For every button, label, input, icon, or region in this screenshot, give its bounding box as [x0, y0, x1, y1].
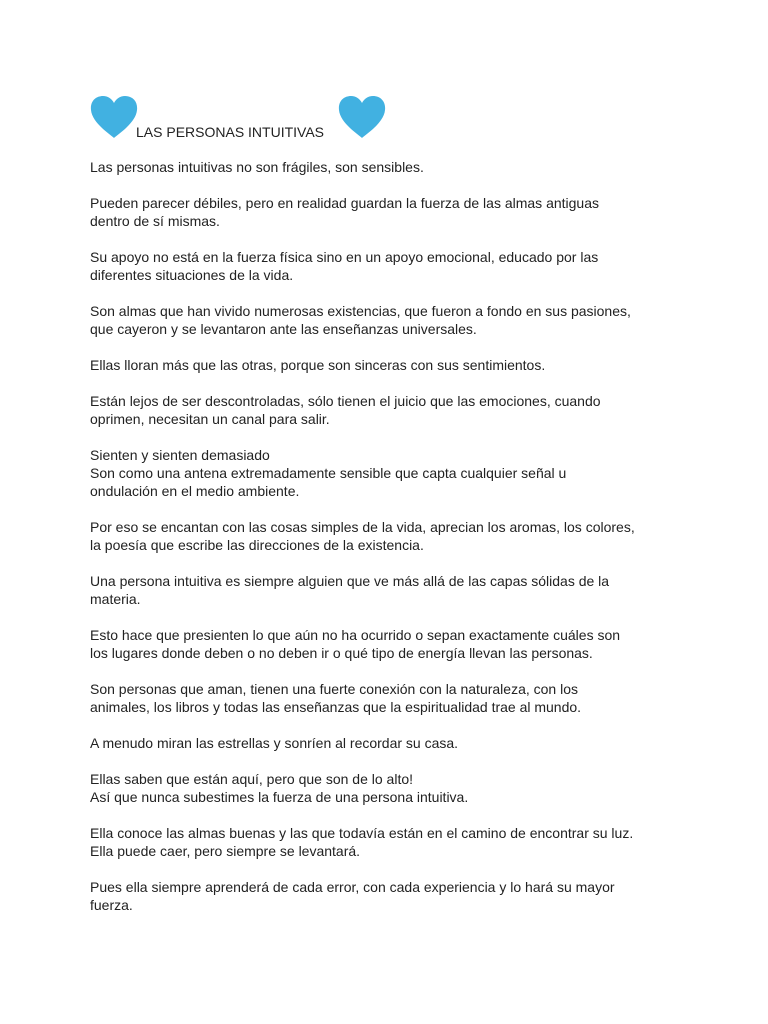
paragraph	[90, 158, 690, 176]
paragraph-line: Pues ella siempre aprenderá de cada error, con cada experiencia y lo hará su mayor	[90, 879, 615, 895]
paragraph-line: Son como una antena extremadamente sensible que capta cualquier señal u	[90, 465, 567, 481]
paragraph-line: Ella conoce las almas buenas y las que todavía están en el camino de encontrar su luz.	[90, 825, 634, 841]
paragraph-line: Pueden parecer débiles, pero en realidad guardan la fuerza de las almas antiguas	[90, 195, 600, 211]
title-row	[90, 95, 690, 140]
paragraph-line: fuerza.	[90, 897, 133, 913]
paragraph-line: Son almas que han vivido numerosas existencias, que fueron a fondo en sus pasiones,	[90, 303, 631, 319]
paragraph-line: materia.	[90, 591, 141, 607]
heart-icon	[90, 95, 138, 139]
body-text	[90, 158, 690, 914]
paragraph	[90, 878, 690, 914]
paragraph-line: Sienten y sienten demasiado	[90, 447, 270, 463]
paragraph-line: Ellas lloran más que las otras, porque son sinceras con sus sentimientos.	[90, 357, 546, 373]
paragraph	[90, 770, 690, 806]
paragraph	[90, 446, 690, 500]
paragraph-line: Esto hace que presienten lo que aún no ha ocurrido o sepan exactamente cuáles son	[90, 627, 621, 643]
heart-icon	[338, 95, 386, 139]
paragraph-line: Las personas intuitivas no son frágiles, son sensibles.	[90, 159, 424, 175]
paragraph-line: diferentes situaciones de la vida.	[90, 267, 294, 283]
page-title: LAS PERSONAS INTUITIVAS	[136, 124, 325, 140]
paragraph-line: Una persona intuitiva es siempre alguien que ve más allá de las capas sólidas de la	[90, 573, 610, 589]
paragraph	[90, 824, 690, 860]
paragraph-line: que cayeron y se levantaron ante las enseñanzas universales.	[90, 321, 477, 337]
paragraph-line: Ella puede caer, pero siempre se levantará.	[90, 843, 361, 859]
paragraph-line: Ellas saben que están aquí, pero que son de lo alto!	[90, 771, 414, 787]
paragraph	[90, 626, 690, 662]
paragraph-line: Son personas que aman, tienen una fuerte conexión con la naturaleza, con los	[90, 681, 578, 697]
paragraph-line: dentro de sí mismas.	[90, 213, 220, 229]
paragraph-line: Su apoyo no está en la fuerza física sino en un apoyo emocional, educado por las	[90, 249, 599, 265]
paragraph	[90, 248, 690, 284]
document-page	[90, 95, 690, 932]
paragraph-line: Están lejos de ser descontroladas, sólo tienen el juicio que las emociones, cuando	[90, 393, 601, 409]
paragraph	[90, 356, 690, 374]
paragraph-line: los lugares donde deben o no deben ir o qué tipo de energía llevan las personas.	[90, 645, 593, 661]
paragraph-line: Así que nunca subestimes la fuerza de una persona intuitiva.	[90, 789, 469, 805]
paragraph-line: ondulación en el medio ambiente.	[90, 483, 300, 499]
paragraph-line: animales, los libros y todas las enseñanzas que la espiritualidad trae al mundo.	[90, 699, 582, 715]
paragraph-line: la poesía que escribe las direcciones de la existencia.	[90, 537, 424, 553]
paragraph	[90, 572, 690, 608]
paragraph	[90, 194, 690, 230]
paragraph-line: A menudo miran las estrellas y sonríen al recordar su casa.	[90, 735, 459, 751]
paragraph	[90, 518, 690, 554]
paragraph	[90, 302, 690, 338]
paragraph-line: oprimen, necesitan un canal para salir.	[90, 411, 330, 427]
paragraph-line: Por eso se encantan con las cosas simples de la vida, aprecian los aromas, los colores,	[90, 519, 635, 535]
paragraph	[90, 734, 690, 752]
paragraph	[90, 680, 690, 716]
paragraph	[90, 392, 690, 428]
